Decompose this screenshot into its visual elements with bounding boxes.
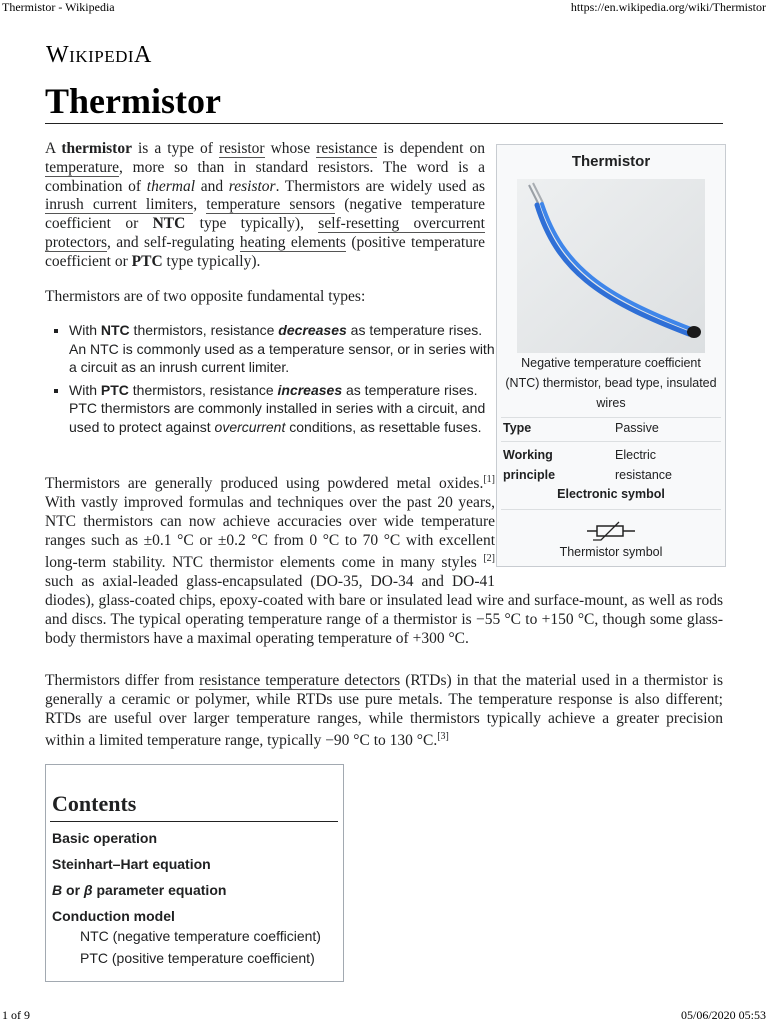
table-of-contents <box>45 764 344 982</box>
intro-paragraph: A thermistor is a type of resistor whose resistance is dependent on temperature, more so than in standard resistors. The word is a combination of thermal and resistor. Thermistors are widely used as inrush current limiters, temperature sensors (negative temperature coefficient or NTC type typically), self-resetting overcurrent protectors, and self-regulating heating elements (positive temperature coefficient or PTC type typically). <box>45 140 486 270</box>
link-rtd[interactable]: resistance temperature detectors <box>199 672 401 689</box>
link-temperature-sensors[interactable]: temperature sensors <box>206 196 336 214</box>
infobox-row-principle <box>503 445 719 485</box>
infobox-label: Type <box>503 421 532 435</box>
infobox <box>496 144 726 567</box>
list-item-ntc: ▪ With NTC thermistors, resistance decreases as temperature rises. An NTC is commonly used as a temperature sensor, or in series with a circuit as an inrush current limiter. <box>69 321 501 377</box>
symbol-heading: Electronic symbol <box>557 487 665 501</box>
link-inrush-current-limiters[interactable]: inrush current limiters <box>45 196 194 214</box>
types-list <box>45 321 501 440</box>
infobox-value: Passive <box>615 421 659 435</box>
thermistor-image <box>517 179 705 353</box>
contents-divider <box>50 821 338 822</box>
link-resistor[interactable]: resistor <box>218 140 265 157</box>
thermistor-symbol-icon <box>585 519 637 543</box>
term-thermistor: thermistor <box>61 140 132 157</box>
title-divider <box>45 123 723 124</box>
page-count: 1 of 9 <box>2 1008 30 1022</box>
toc-subitem-ptc[interactable]: PTC (positive temperature coefficient) <box>80 950 315 966</box>
list-item-ptc: ▪ With PTC thermistors, resistance increases as temperature rises. PTC thermistors are commonly installed in series with a circuit, and used to protect against overcurrent conditions, as resettable fuses. <box>69 381 501 437</box>
link-temperature[interactable]: temperature <box>45 158 120 176</box>
contents-title: Contents <box>52 791 137 816</box>
toc-item-basic-operation[interactable]: Basic operation <box>52 830 158 846</box>
print-timestamp: 05/06/2020 05:53 <box>680 1008 766 1022</box>
link-resistance[interactable]: resistance <box>316 140 378 157</box>
link-self-resetting-protectors[interactable]: self-resetting overcurrent protectors <box>45 215 485 251</box>
infobox-row-type <box>503 421 719 435</box>
toc-item-b-parameter[interactable]: B or β parameter equation <box>52 882 227 898</box>
symbol-caption: Thermistor symbol <box>559 545 663 559</box>
browser-page-title: Thermistor - Wikipedia <box>2 0 115 14</box>
toc-item-conduction-model[interactable]: Conduction model <box>52 908 175 924</box>
citation-1[interactable]: [1] <box>483 474 495 485</box>
infobox-divider <box>501 441 721 442</box>
wikipedia-logo[interactable]: WikipediA <box>46 42 152 68</box>
infobox-caption: Negative temperature coefficient (NTC) thermistor, bead type, insulated wires <box>505 356 717 410</box>
infobox-value: Electric resistance <box>615 448 672 482</box>
infobox-title: Thermistor <box>571 153 651 170</box>
thermistor-photo[interactable] <box>517 179 705 353</box>
link-heating-elements[interactable]: heating elements <box>239 233 346 251</box>
page-title: Thermistor <box>45 81 221 121</box>
paragraph-manufacture: Thermistors are generally produced using powdered metal oxides.[1] With vastly improved formulas and techniques over the past 20 years, NTC thermistors can now achieve accuracies over wide temperature ranges such as ±0.1 °C or ±0.2 °C from 0 °C to 70 °C with excellent long-term stability. NTC thermistor elements come in many styles [2] such as axial-leaded glass-encapsulated (DO-35, DO-34 and DO-41 diodes), glass-coated chips, epoxy-coated with bare or insulated lead wire and surface-mount, as well as rods and discs. The typical operating temperature range of a thermistor is −55 °C to +150 °C, though some glass-body thermistors have a maximal operating temperature of +300 °C. <box>45 474 723 647</box>
infobox-divider <box>501 417 721 418</box>
infobox-label: Working principle <box>503 448 556 482</box>
paragraph-rtd-comparison: Thermistors differ from resistance temperature detectors (RTDs) in that the material used in a thermistor is generally a ceramic or polymer, while RTDs use pure metals. The temperature response is also different; RTDs are useful over larger temperature ranges, while thermistors typically achieve a greater precision within a limited temperature range, typically −90 °C to 130 °C.[3] <box>45 672 723 750</box>
types-intro: Thermistors are of two opposite fundamental types: <box>45 288 366 305</box>
infobox-divider <box>501 509 721 510</box>
citation-2[interactable]: [2] <box>483 553 495 565</box>
toc-item-steinhart-hart[interactable]: Steinhart–Hart equation <box>52 856 211 872</box>
toc-subitem-ntc[interactable]: NTC (negative temperature coefficient) <box>80 928 321 944</box>
browser-url[interactable]: https://en.wikipedia.org/wiki/Thermistor <box>570 0 766 14</box>
citation-3[interactable]: [3] <box>437 731 449 743</box>
